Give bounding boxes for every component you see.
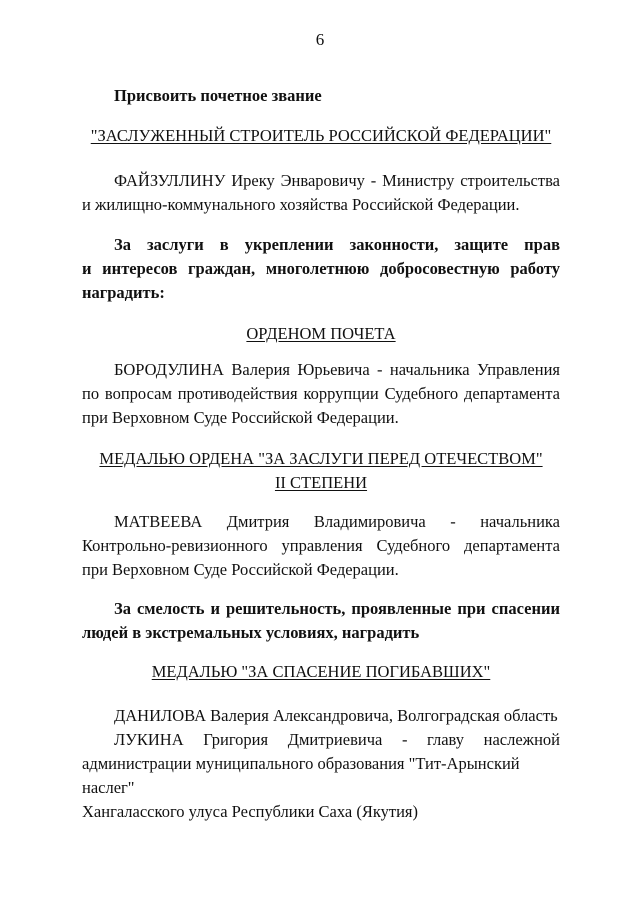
page-number: 6 xyxy=(315,30,325,49)
recipient-danilov: ДАНИЛОВА Валерия Александровича, Волгоградская область xyxy=(114,706,558,725)
award-heading-rescue-medal: МЕДАЛЬЮ "ЗА СПАСЕНИЕ ПОГИБАВШИХ" xyxy=(151,662,491,681)
recipient-borodulin-line3: при Верховном Суде Российской Федерации. xyxy=(82,408,399,427)
intro-merits-line3: наградить: xyxy=(82,283,165,302)
recipient-lukin-line2: администрации муниципального образования "Тит-Арынский наслег" xyxy=(82,754,520,797)
intro-merits-line1: За заслуги в укреплении законности, защите прав xyxy=(114,235,560,254)
recipient-matveev-line3: при Верховном Суде Российской Федерации. xyxy=(82,560,399,579)
award-heading-merit-medal xyxy=(82,447,560,495)
recipient-matveev-line2: Контрольно-ревизионного управления Судебного департамента xyxy=(82,536,560,555)
recipient-lukin-line1: ЛУКИНА Григория Дмитриевича - главу наслежной xyxy=(114,730,560,749)
recipients-rescue xyxy=(82,704,560,824)
recipient-matveev xyxy=(82,510,560,582)
recipient-borodulin xyxy=(82,358,560,430)
recipient-borodulin-line1: БОРОДУЛИНА Валерия Юрьевича - начальника Управления xyxy=(114,360,560,379)
intro-title-grant: Присвоить почетное звание xyxy=(114,86,322,105)
award-heading-order-of-honour: ОРДЕНОМ ПОЧЕТА xyxy=(246,324,396,343)
intro-courage-line1: За смелость и решительность, проявленные при спасении xyxy=(114,599,560,618)
recipient-lukin-line3: Хангаласского улуса Республики Саха (Якутия) xyxy=(82,802,419,821)
recipient-matveev-line1: МАТВЕЕВА Дмитрия Владимировича - начальника xyxy=(114,512,560,531)
recipient-fayzullin-line1: ФАЙЗУЛЛИНУ Иреку Энваровичу - Министру строительства xyxy=(114,171,560,190)
honorary-title-heading: "ЗАСЛУЖЕННЫЙ СТРОИТЕЛЬ РОССИЙСКОЙ ФЕДЕРАЦИИ" xyxy=(90,126,552,145)
intro-merits-line2: и интересов граждан, многолетнюю добросовестную работу xyxy=(82,259,560,278)
intro-courage-line2: людей в экстремальных условиях, наградить xyxy=(82,623,420,642)
recipient-fayzullin xyxy=(82,169,560,217)
award-heading-merit-medal-line1: МЕДАЛЬЮ ОРДЕНА "ЗА ЗАСЛУГИ ПЕРЕД ОТЕЧЕСТВОМ" xyxy=(99,449,543,468)
award-heading-merit-medal-line2: II СТЕПЕНИ xyxy=(274,473,368,492)
recipient-fayzullin-line2: и жилищно-коммунального хозяйства Российской Федерации. xyxy=(82,195,520,214)
intro-courage xyxy=(82,597,560,645)
intro-merits-law xyxy=(82,233,560,305)
recipient-borodulin-line2: по вопросам противодействия коррупции Судебного департамента xyxy=(82,384,560,403)
